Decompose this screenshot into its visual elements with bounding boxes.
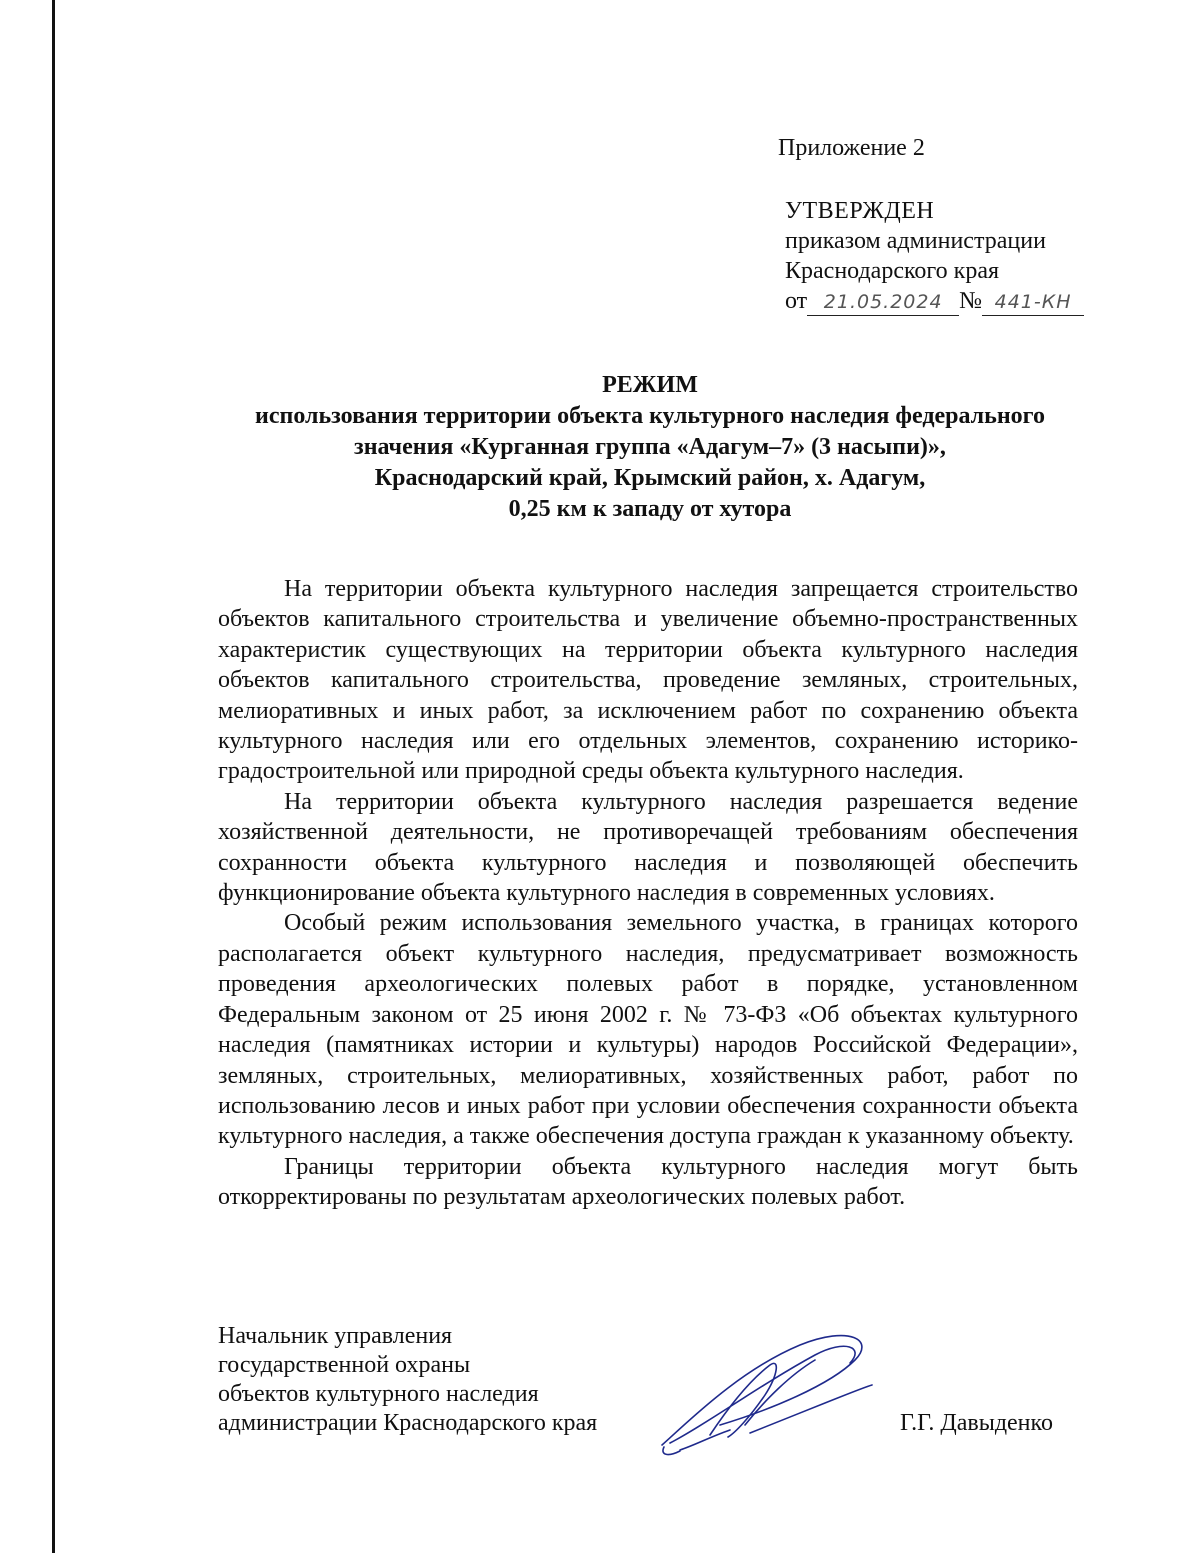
position-line-4: администрации Краснодарского края <box>218 1410 598 1436</box>
body-paragraph-1: На территории объекта культурного наследия запрещается строительство объектов капитального строительства и увеличение объемно-пространственных характеристик существующих на территории объекта культурного наследия объектов капитального строительства, проведение земляных, строительных, мелиоративных и иных работ, за исключением работ по сохранению объекта культурного наследия или его отдельных элементов, сохранению историко-градостроительной или природной среды объекта культурного наследия. <box>218 576 1078 785</box>
appendix-label: Приложение 2 <box>778 135 925 161</box>
signer-name: Г.Г. Давыденко <box>900 1410 1053 1436</box>
title-line-5: 0,25 км к западу от хутора <box>508 496 792 522</box>
body-paragraph-3: Особый режим использования земельного участка, в границах которого располагается объект культурного наследия, предусматривает возможность проведения археологических полевых работ в порядке, установленном Федеральным законом от 25 июня 2002 г. № 73-ФЗ «Об объектах культурного наследия (памятниках истории и культуры) народов Российской Федерации», земляных, строительных, мелиоративных, хозяйственных работ, работ по использованию лесов и иных работ при условии обеспечения сохранности объекта культурного наследия, а также обеспечения доступа граждан к указанному объекту. <box>218 910 1078 1150</box>
page-left-border <box>52 0 55 1553</box>
position-line-1: Начальник управления <box>218 1323 453 1349</box>
title-line-2: использования территории объекта культурного наследия федерального <box>255 403 1045 429</box>
date-prefix: от <box>785 288 808 314</box>
number-prefix: № <box>959 288 983 314</box>
title-line-3: значения «Курганная группа «Адагум–7» (3 насыпи)», <box>354 434 946 460</box>
order-date-line <box>785 286 1084 320</box>
signature-strokes <box>662 1336 872 1455</box>
approval-block <box>785 196 1084 320</box>
document-title <box>170 370 1130 525</box>
body-paragraph-4: Границы территории объекта культурного наследия могут быть откорректированы по результатам археологических полевых работ. <box>218 1153 1078 1211</box>
order-number-handwritten: 441-КН <box>982 289 1084 316</box>
handwritten-signature <box>650 1325 880 1465</box>
approved-label: УТВЕРЖДЕН <box>785 198 935 224</box>
position-line-3: объектов культурного наследия <box>218 1381 539 1407</box>
body-paragraph-2: На территории объекта культурного наследия разрешается ведение хозяйственной деятельности, не противоречащей требованиям обеспечения сохранности объекта культурного наследия и позволяющей обеспечить функционирование объекта культурного наследия в современных условиях. <box>218 788 1078 907</box>
title-line-1: РЕЖИМ <box>602 372 698 398</box>
signer-position <box>218 1322 597 1438</box>
title-line-4: Краснодарский край, Крымский район, х. Адагум, <box>374 465 926 491</box>
order-date-handwritten: 21.05.2024 <box>807 289 959 316</box>
document-body <box>218 574 1078 1213</box>
approval-line-1: приказом администрации <box>785 228 1046 254</box>
position-line-2: государственной охраны <box>218 1352 471 1378</box>
approval-line-2: Краснодарского края <box>785 258 1000 284</box>
